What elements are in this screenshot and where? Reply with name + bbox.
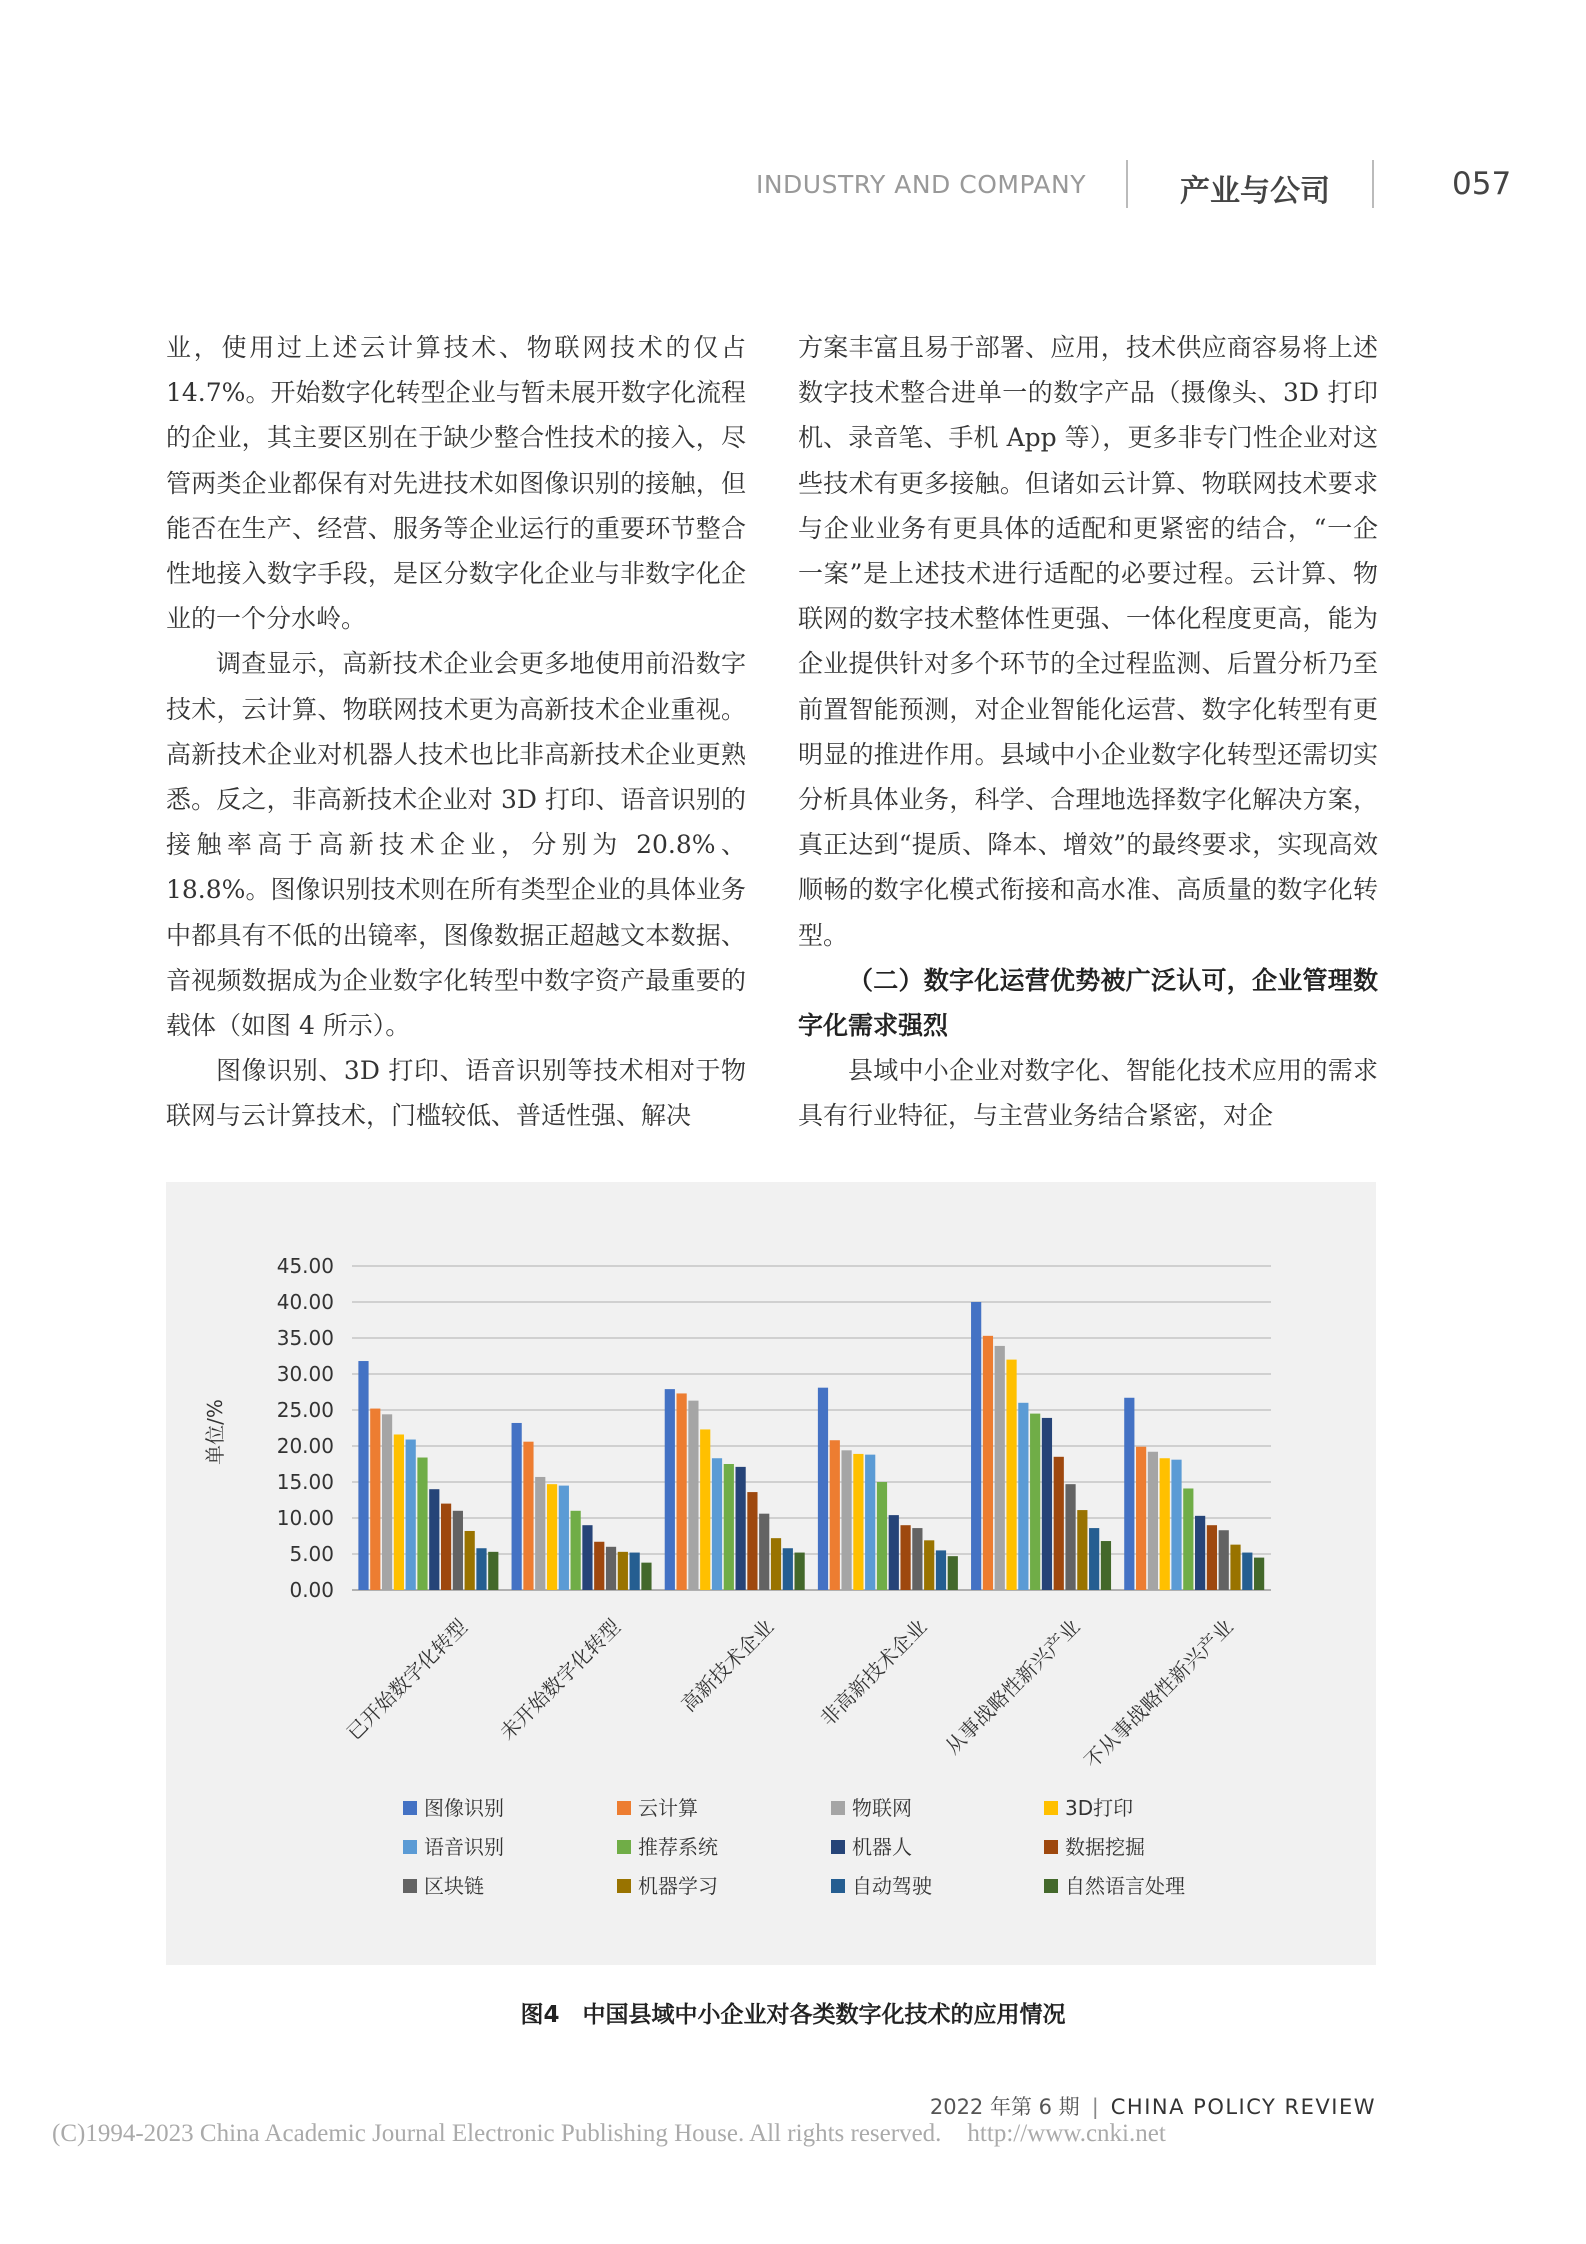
y-tick-label: 0.00 [289, 1578, 334, 1602]
figure-4-chart [166, 1182, 1376, 1965]
chart-bar [429, 1489, 439, 1590]
legend-label: 3D打印 [1065, 1796, 1134, 1820]
x-tick-label: 高新技术企业 [676, 1614, 779, 1717]
chart-bar [853, 1454, 863, 1590]
y-tick-label: 40.00 [276, 1290, 334, 1314]
legend-label: 语音识别 [424, 1835, 504, 1859]
chart-bar [1160, 1458, 1170, 1590]
chart-bar [1018, 1403, 1028, 1590]
chart-bar [512, 1423, 522, 1590]
legend-label: 推荐系统 [638, 1835, 718, 1859]
chart-bar [1101, 1541, 1111, 1590]
chart-bar [1171, 1460, 1181, 1590]
chart-bar [677, 1393, 687, 1590]
journal-name: CHINA POLICY REVIEW [1110, 2095, 1376, 2119]
chart-bar [795, 1553, 805, 1590]
chart-bar [406, 1440, 416, 1590]
chart-bar [1054, 1457, 1064, 1590]
legend-label: 物联网 [852, 1796, 912, 1820]
right-column [798, 325, 1378, 1139]
paragraph: 业，使用过上述云计算技术、物联网技术的仅占14.7%。开始数字化转型企业与暂未展开数字化流程的企业，其主要区别在于缺少整合性技术的接入，尽管两类企业都保有对先进技术如图像识别的接触，但能否在生产、经营、服务等企业运行的重要环节整合性地接入数字手段，是区分数字化企业与非数字化企业的一个分水岭。 [166, 333, 746, 634]
chart-bar [441, 1504, 451, 1590]
header-divider [1126, 160, 1128, 208]
legend-label: 自然语言处理 [1065, 1874, 1185, 1898]
chart-bar [547, 1484, 557, 1590]
issue-label: 2022 年第 6 期 [929, 2095, 1080, 2119]
cnki-url: http://www.cnki.net [967, 2120, 1166, 2147]
legend-swatch [403, 1879, 417, 1893]
x-tick-label: 不从事战略性新兴产业 [1079, 1614, 1238, 1773]
y-axis-label: 单位/% [203, 1399, 227, 1465]
chart-bar [971, 1302, 981, 1590]
chart-bar [559, 1486, 569, 1590]
legend-swatch [617, 1801, 631, 1815]
chart-bar [1077, 1510, 1087, 1590]
legend-swatch [831, 1879, 845, 1893]
chart-bar [606, 1547, 616, 1590]
chart-bar [747, 1492, 757, 1590]
y-tick-label: 35.00 [276, 1326, 334, 1350]
chart-bar [535, 1477, 545, 1590]
chart-bar [830, 1440, 840, 1590]
chart-bar [818, 1388, 828, 1590]
chart-bar [1219, 1530, 1229, 1590]
chart-bar [582, 1525, 592, 1590]
paragraph: 图像识别、3D 打印、语音识别等技术相对于物联网与云计算技术，门槛较低、普适性强、解决 [166, 1056, 746, 1131]
chart-bar [1195, 1516, 1205, 1590]
chart-bar [630, 1553, 640, 1590]
chart-bar [688, 1401, 698, 1590]
legend-label: 自动驾驶 [852, 1874, 932, 1898]
legend-swatch [403, 1801, 417, 1815]
footer-separator: | [1091, 2095, 1099, 2119]
paragraph: 方案丰富且易于部署、应用，技术供应商容易将上述数字技术整合进单一的数字产品（摄像头、3D 打印机、录音笔、手机 App 等），更多非专门性企业对这些技术有更多接触。但诸如云计算、物联网技术要求与企业业务有更具体的适配和更紧密的结合，“一企一案”是上述技术进行适配的必要过程。云计算、物联网的数字技术整体性更强、一体化程度更高，能为企业提供针对多个环节的全过程监测、后置分析乃至前置智能预测，对企业智能化运营、数字化转型有更明显的推进作用。县域中小企业数字化转型还需切实分析具体业务，科学、合理地选择数字化解决方案，真正达到“提质、降本、增效”的最终要求，实现高效顺畅的数字化模式衔接和高水准、高质量的数字化转型。 [798, 333, 1378, 950]
chart-bar [700, 1429, 710, 1590]
chart-bar [889, 1515, 899, 1590]
chart-bar [1136, 1447, 1146, 1590]
y-tick-label: 15.00 [276, 1470, 334, 1494]
chart-bar [865, 1455, 875, 1590]
chart-bar [1042, 1418, 1052, 1590]
chart-bar [995, 1346, 1005, 1590]
copyright-line [52, 2120, 1166, 2148]
chart-bar [736, 1467, 746, 1590]
chart-bar [370, 1409, 380, 1590]
chart-bar [665, 1389, 675, 1590]
legend-label: 区块链 [424, 1874, 484, 1898]
chart-bar [641, 1563, 651, 1590]
chart-bar [948, 1556, 958, 1590]
section-title-cn: 产业与公司 [1180, 174, 1330, 209]
chart-bar [712, 1458, 722, 1590]
y-tick-label: 25.00 [276, 1398, 334, 1422]
chart-bar [1254, 1558, 1264, 1590]
legend-swatch [617, 1840, 631, 1854]
x-tick-label: 从事战略性新兴产业 [940, 1614, 1085, 1759]
x-tick-label: 已开始数字化转型 [341, 1614, 472, 1745]
chart-bar [382, 1414, 392, 1590]
legend-swatch [403, 1840, 417, 1854]
legend-label: 机器学习 [638, 1874, 718, 1898]
chart-bar [1065, 1484, 1075, 1590]
left-column [166, 325, 746, 1139]
chart-bar [1089, 1528, 1099, 1590]
legend-swatch [1044, 1879, 1058, 1893]
figure-caption: 图4 中国县域中小企业对各类数字化技术的应用情况 [520, 2002, 1066, 2028]
legend-swatch [831, 1840, 845, 1854]
x-tick-label: 非高新技术企业 [815, 1614, 932, 1731]
chart-bar [453, 1511, 463, 1590]
chart-bar [417, 1458, 427, 1590]
legend-swatch [617, 1879, 631, 1893]
chart-bar [841, 1450, 851, 1590]
chart-bar [571, 1511, 581, 1590]
chart-bar [1207, 1525, 1217, 1590]
chart-bar [771, 1538, 781, 1590]
copyright-text: (C)1994-2023 China Academic Journal Electronic Publishing House. All rights reserved. [52, 2120, 942, 2147]
chart-bar [877, 1482, 887, 1590]
chart-bar [900, 1525, 910, 1590]
x-tick-label: 未开始数字化转型 [495, 1614, 626, 1745]
page-number: 057 [1452, 166, 1512, 202]
chart-bar [523, 1442, 533, 1590]
paragraph: 县域中小企业对数字化、智能化技术应用的需求具有行业特征，与主营业务结合紧密，对企 [798, 1056, 1378, 1131]
chart-bar [594, 1542, 604, 1590]
chart-bar [983, 1336, 993, 1590]
legend-label: 图像识别 [424, 1796, 504, 1820]
chart-bar [912, 1528, 922, 1590]
chart-bar [1006, 1360, 1016, 1590]
chart-bar [759, 1514, 769, 1590]
chart-bar [936, 1550, 946, 1590]
legend-label: 云计算 [638, 1796, 698, 1820]
chart-bar [1183, 1488, 1193, 1590]
chart-bar [358, 1361, 368, 1590]
chart-bar [1230, 1545, 1240, 1590]
chart-bar [1148, 1452, 1158, 1590]
paragraph: 调查显示，高新技术企业会更多地使用前沿数字技术，云计算、物联网技术更为高新技术企业重视。高新技术企业对机器人技术也比非高新技术企业更熟悉。反之，非高新技术企业对 3D 打印、语音识别的接触率高于高新技术企业，分别为 20.8%、18.8%。图像识别技术则在所有类型企业的具体业务中都具有不低的出镜率，图像数据正超越文本数据、音视频数据成为企业数字化转型中数字资产最重要的载体（如图 4 所示）。 [166, 649, 746, 1041]
legend-swatch [1044, 1801, 1058, 1815]
bar-chart [166, 1182, 1376, 1965]
chart-bar [783, 1548, 793, 1590]
footer-issue [930, 2091, 1376, 2121]
chart-bar [724, 1464, 734, 1590]
legend-swatch [1044, 1840, 1058, 1854]
section-title-en: INDUSTRY AND COMPANY [755, 170, 1086, 199]
chart-bar [618, 1552, 628, 1590]
chart-bar [465, 1531, 475, 1590]
chart-bar [924, 1540, 934, 1590]
chart-bar [1030, 1414, 1040, 1590]
header-divider [1372, 160, 1374, 208]
legend-label: 数据挖掘 [1065, 1835, 1145, 1859]
y-tick-label: 45.00 [276, 1254, 334, 1278]
y-tick-label: 5.00 [289, 1542, 334, 1566]
y-tick-label: 20.00 [276, 1434, 334, 1458]
y-tick-label: 30.00 [276, 1362, 334, 1386]
page-header [0, 160, 1586, 220]
chart-bar [1242, 1553, 1252, 1590]
chart-bar [476, 1548, 486, 1590]
chart-bar [1124, 1398, 1134, 1590]
chart-bar [394, 1434, 404, 1590]
legend-label: 机器人 [852, 1835, 912, 1859]
chart-bar [488, 1552, 498, 1590]
section-subheading: （二）数字化运营优势被广泛认可，企业管理数字化需求强烈 [798, 965, 1378, 1041]
y-tick-label: 10.00 [276, 1506, 334, 1530]
legend-swatch [831, 1801, 845, 1815]
